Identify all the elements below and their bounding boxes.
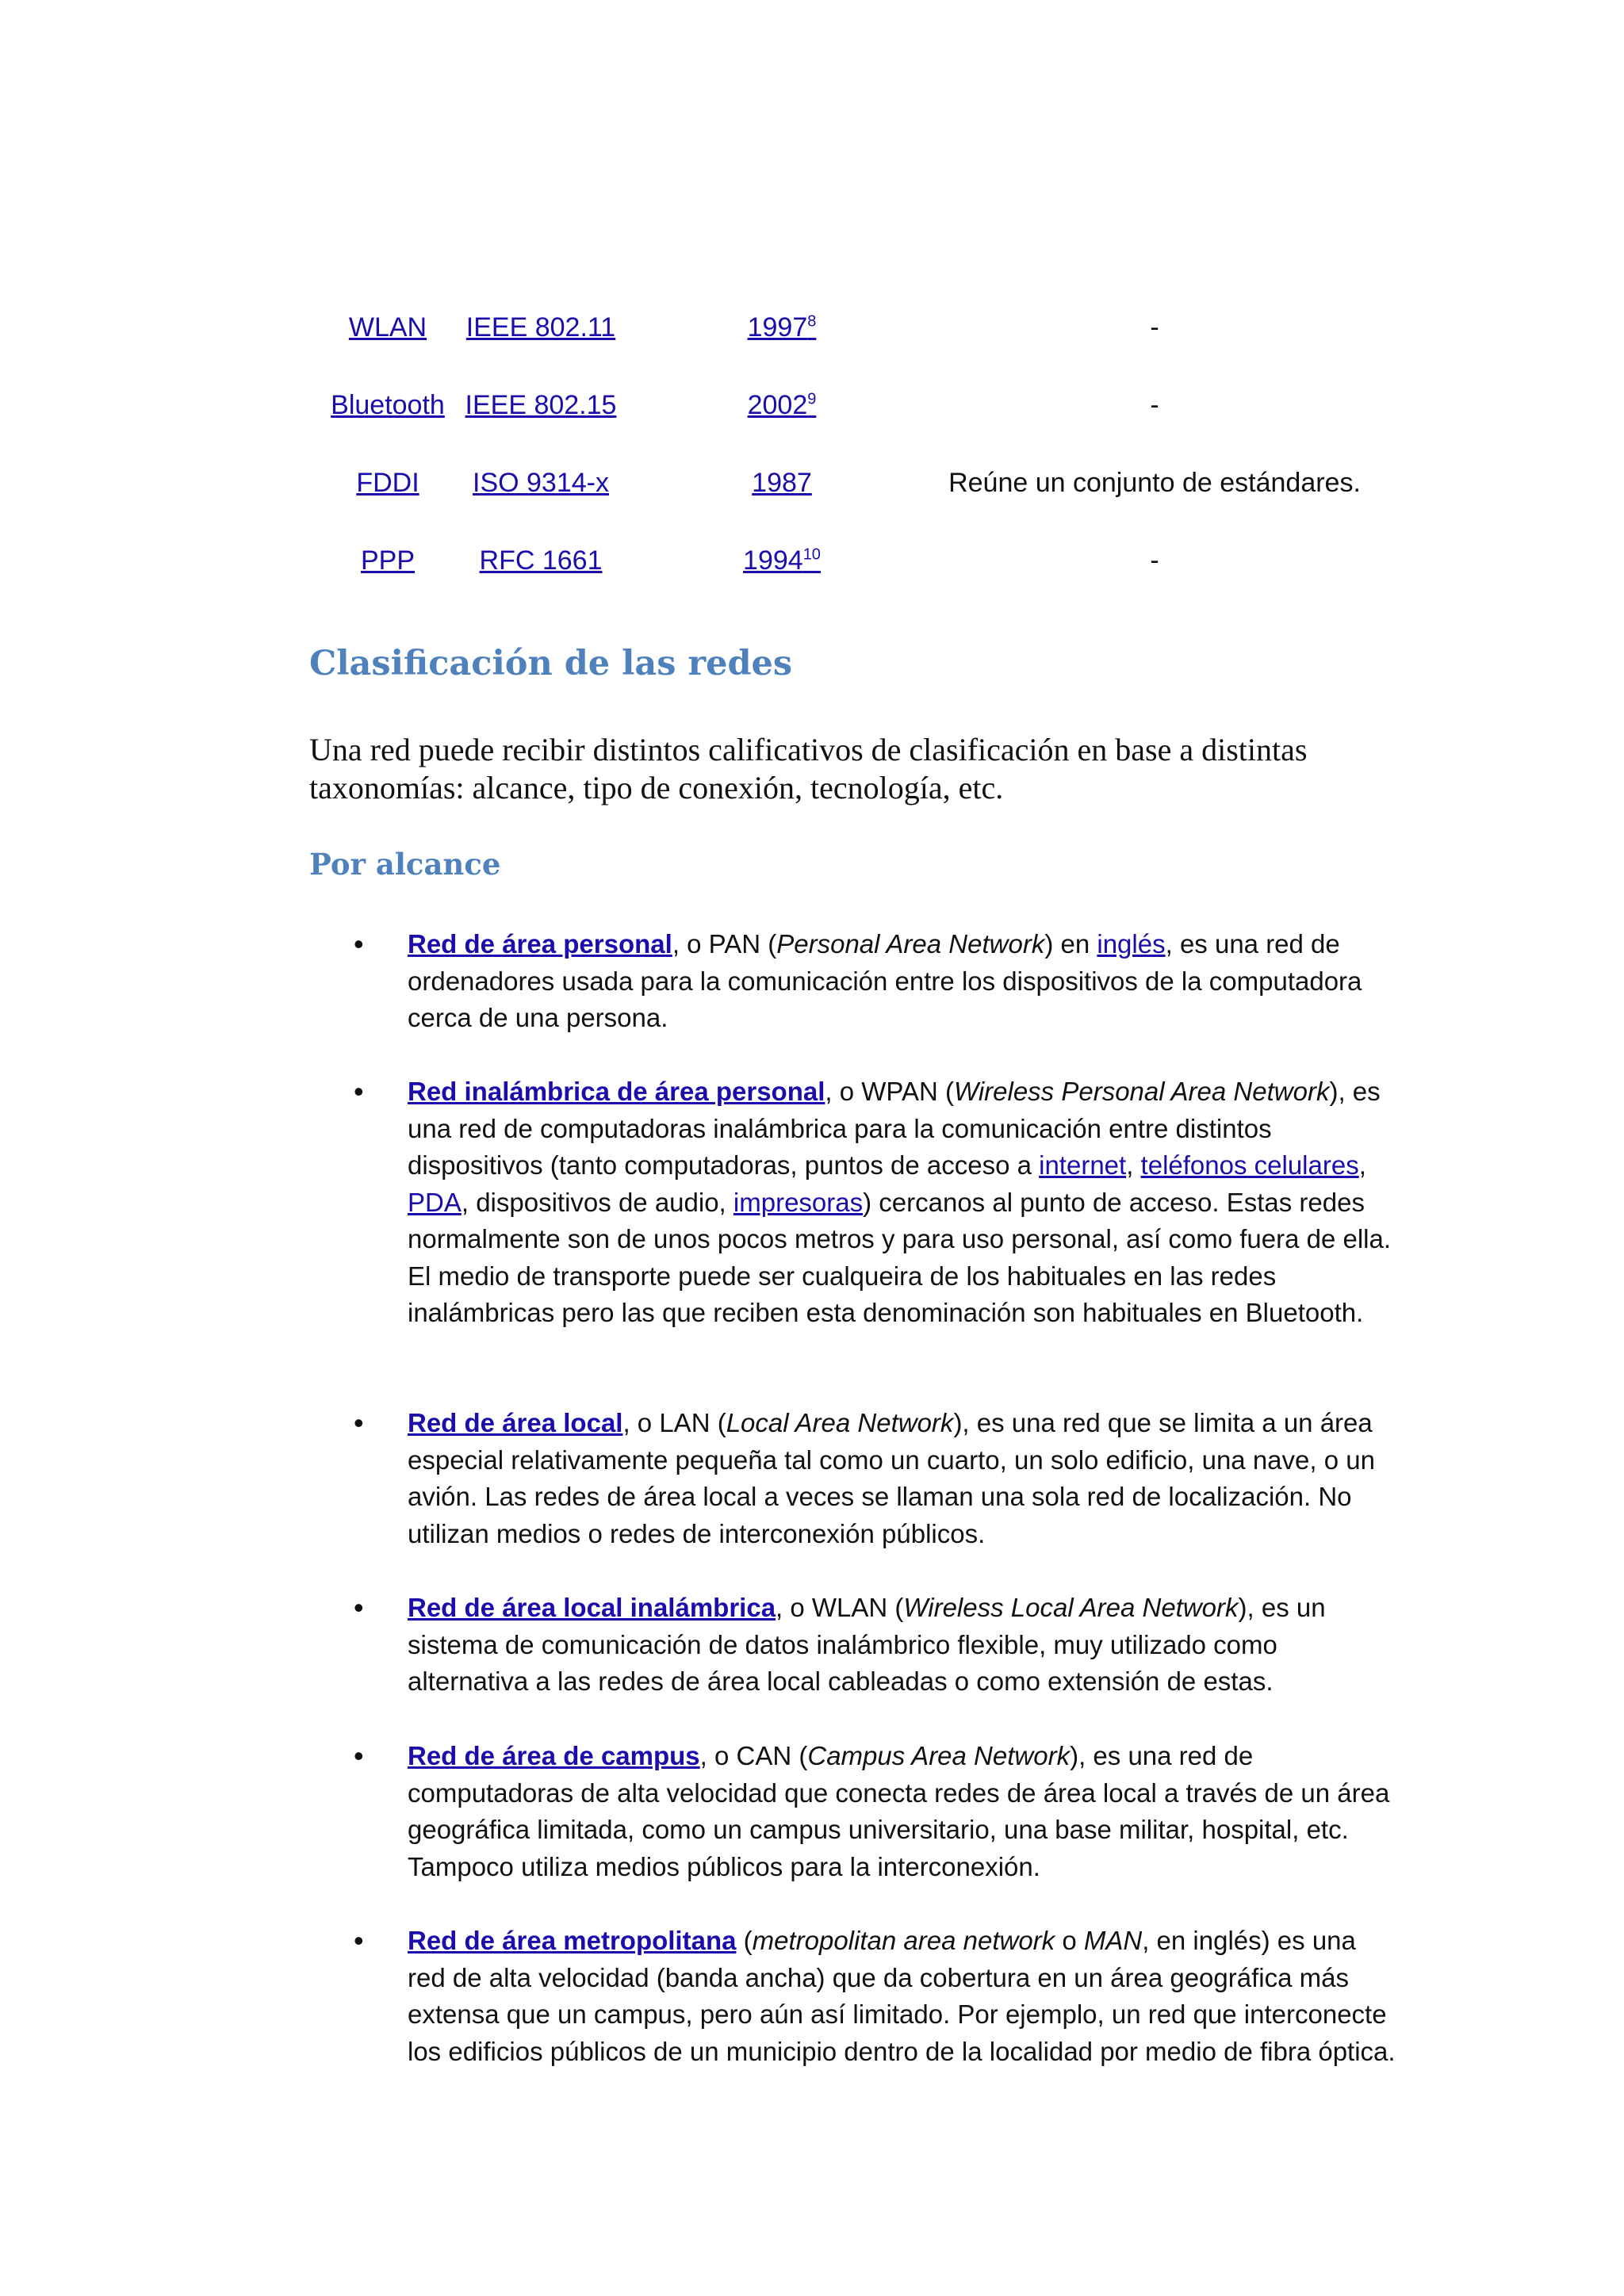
bullet-icon: • bbox=[354, 1739, 364, 1772]
standard-link[interactable]: IEEE 802.15 bbox=[465, 390, 617, 420]
table-row bbox=[314, 457, 1408, 534]
year-link[interactable] bbox=[748, 312, 817, 342]
network-name-link[interactable]: PPP bbox=[360, 545, 416, 576]
table-row bbox=[314, 534, 1408, 612]
item-term: metropolitan area network bbox=[752, 1926, 1055, 1955]
notes-cell: - bbox=[1150, 545, 1159, 576]
year-link[interactable] bbox=[748, 390, 817, 420]
item-text: , o PAN ( bbox=[672, 929, 777, 959]
item-text: , en inglés) es una red de alta velocidad (banda ancha) que da cobertura en un área geográfica más extensa que un campus, pero aún así limitado. Por ejemplo, un red que interconecte los edificios públicos de un municipio dentro de la localidad por medio de fibra óptica. bbox=[408, 1926, 1396, 2066]
ingles-link[interactable]: inglés bbox=[1097, 929, 1166, 959]
list-item-lan bbox=[408, 1405, 1399, 1552]
notes-cell: - bbox=[1150, 390, 1159, 420]
item-text: , o LAN ( bbox=[622, 1408, 726, 1437]
item-term: Personal Area Network bbox=[776, 929, 1045, 959]
wpan-link[interactable]: Red inalámbrica de área personal bbox=[408, 1077, 825, 1106]
standard-link[interactable]: RFC 1661 bbox=[479, 545, 603, 576]
bullet-icon: • bbox=[354, 1924, 364, 1957]
item-text: ), es una red que se limita a un área especial relativamente pequeña tal como un cuarto, un solo edificio, una nave, o un avión. Las redes de área local a veces se llaman una sola red de localización. No utilizan medios o redes de interconexión públicos. bbox=[408, 1408, 1375, 1548]
network-name-link[interactable]: FDDI bbox=[356, 468, 419, 498]
list-item-man bbox=[408, 1923, 1399, 2070]
item-text: , o WLAN ( bbox=[776, 1593, 904, 1622]
list-item-pan bbox=[408, 926, 1399, 1037]
telefonos-celulares-link[interactable]: teléfonos celulares bbox=[1140, 1150, 1359, 1180]
section-heading: Clasificación de las redes bbox=[309, 644, 793, 683]
item-term: Wireless Local Area Network bbox=[903, 1593, 1239, 1622]
bullet-icon: • bbox=[354, 1591, 364, 1624]
network-name-link[interactable]: Bluetooth bbox=[331, 390, 445, 420]
table-row bbox=[314, 301, 1408, 379]
section-intro: Una red puede recibir distintos calificativos de clasificación en base a distintas taxonomías: alcance, tipo de conexión, tecnología, etc. bbox=[309, 732, 1308, 806]
bullet-icon: • bbox=[354, 1406, 364, 1439]
standard-link[interactable]: IEEE 802.11 bbox=[465, 312, 616, 342]
notes-cell: - bbox=[1150, 312, 1159, 342]
year-link[interactable] bbox=[752, 468, 812, 498]
list-item-can bbox=[408, 1738, 1399, 1885]
footnote-ref: 8 bbox=[807, 312, 817, 331]
item-text: , dispositivos de audio, bbox=[461, 1187, 733, 1217]
item-text: , es una red de ordenadores usada para la comunicación entre los dispositivos de la computadora cerca de una persona. bbox=[408, 929, 1362, 1032]
item-text: ( bbox=[736, 1926, 753, 1955]
pda-link[interactable]: PDA bbox=[408, 1187, 462, 1217]
standard-link[interactable]: ISO 9314-x bbox=[473, 468, 609, 498]
item-text: ) en bbox=[1044, 929, 1097, 959]
item-text: o bbox=[1055, 1926, 1084, 1955]
item-text: ) cercanos al punto de acceso. Estas redes normalmente son de unos pocos metros y para uso personal, así como fuera de ella. El medio de transporte puede ser cualqueira de los habituales en las redes inalámbricas pero las que reciben esta denominación son habituales en Bluetooth. bbox=[408, 1187, 1392, 1327]
item-term: MAN bbox=[1083, 1926, 1143, 1955]
year-text: 2002 bbox=[747, 390, 808, 420]
item-text: ), es una red de computadoras inalámbrica para la comunicación entre distintos dispositivos (tanto computadoras, puntos de acceso a bbox=[408, 1077, 1381, 1180]
bullet-icon: • bbox=[354, 1075, 364, 1108]
internet-link[interactable]: internet bbox=[1039, 1150, 1127, 1180]
item-term: Local Area Network bbox=[726, 1408, 954, 1437]
item-text: ), es una red de computadoras de alta velocidad que conecta redes de área local a través de un área geográfica limitada, como un campus universitario, una base militar, hospital, etc. Tampoco utiliza medios públicos para la interconexión. bbox=[408, 1741, 1390, 1881]
year-text: 1994 bbox=[743, 545, 803, 576]
item-term: Wireless Personal Area Network bbox=[953, 1077, 1330, 1106]
footnote-ref: 10 bbox=[802, 545, 821, 564]
standards-table bbox=[314, 301, 1408, 612]
list-item-wlan bbox=[408, 1590, 1399, 1701]
can-link[interactable]: Red de área de campus bbox=[408, 1741, 700, 1770]
network-name-link[interactable]: WLAN bbox=[348, 312, 427, 342]
item-text: ), es un sistema de comunicación de datos inalámbrico flexible, muy utilizado como alternativa a las redes de área local cableadas o como extensión de estas. bbox=[408, 1593, 1326, 1696]
year-text: 1997 bbox=[747, 312, 808, 342]
lan-link[interactable]: Red de área local bbox=[408, 1408, 623, 1437]
table-row bbox=[314, 379, 1408, 457]
subsection-heading: Por alcance bbox=[309, 847, 501, 882]
list-item-wpan bbox=[408, 1073, 1399, 1332]
item-text: , o WPAN ( bbox=[825, 1077, 954, 1106]
item-text: , o CAN ( bbox=[699, 1741, 808, 1770]
impresoras-link[interactable]: impresoras bbox=[733, 1187, 864, 1217]
item-term: Campus Area Network bbox=[807, 1741, 1071, 1770]
bullet-icon: • bbox=[354, 928, 364, 960]
pan-link[interactable]: Red de área personal bbox=[408, 929, 672, 959]
year-text: 1987 bbox=[752, 468, 812, 498]
wlan-link[interactable]: Red de área local inalámbrica bbox=[408, 1593, 776, 1622]
item-text: , bbox=[1126, 1150, 1141, 1180]
footnote-ref: 9 bbox=[807, 390, 817, 408]
item-text: , bbox=[1358, 1150, 1366, 1180]
year-link[interactable] bbox=[743, 545, 821, 576]
notes-cell: Reúne un conjunto de estándares. bbox=[948, 468, 1361, 498]
man-link[interactable]: Red de área metropolitana bbox=[408, 1926, 737, 1955]
